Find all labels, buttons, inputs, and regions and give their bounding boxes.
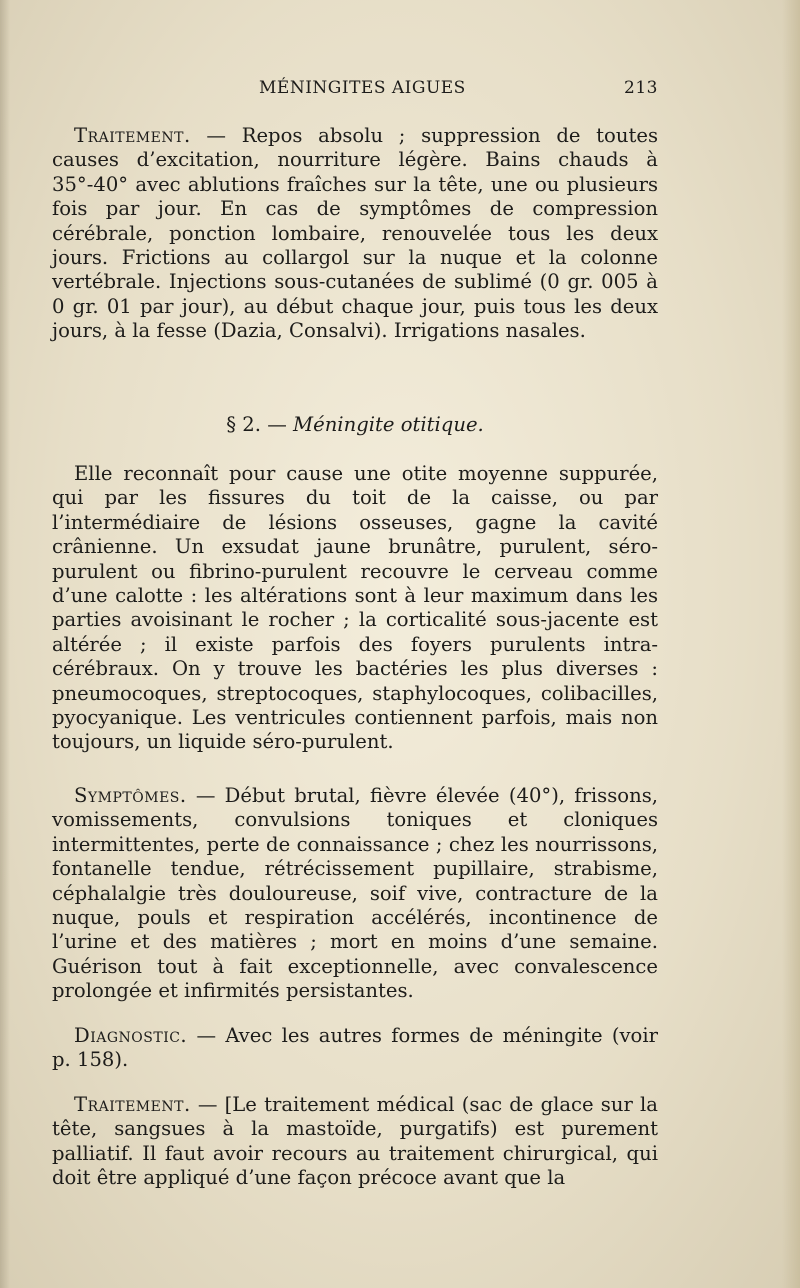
symptomes-paragraph <box>52 784 658 1004</box>
traitement-chirurgical-paragraph <box>52 1093 658 1191</box>
page-header <box>52 78 658 102</box>
diagnostic-label: Diagnostic. <box>74 1024 188 1047</box>
traitement-2-label: Traitement. <box>74 1093 191 1116</box>
section-dash: — <box>260 413 294 436</box>
diagnostic-paragraph <box>52 1024 658 1073</box>
page-left-edge <box>0 0 10 1288</box>
diagnostic-text: — Avec les autres formes de méningite (voir p. 158). <box>52 1024 658 1072</box>
page-number: 213 <box>624 78 658 98</box>
page-right-edge <box>782 0 800 1288</box>
running-title: MÉNINGITES AIGUES <box>259 78 466 98</box>
symptomes-text: — Début brutal, fièvre élevée (40°), frissons, vomissements, convulsions toniques et cloniques intermittentes, perte de connaissance ; chez les nourrissons, fontanelle tendue, rétrécissement pupillaire, strabisme, céphalalgie très douloureuse, soif vive, contracture de la nuque, pouls et respiration accélérés, incontinence de l’urine et des matières ; mort en moins d’une semaine. Guérison tout à fait exceptionnelle, avec convalescence prolongée et infirmités persistantes. <box>52 784 658 1003</box>
traitement-text: — Repos absolu ; suppression de toutes causes d’excitation, nourriture légère. Bains chauds à 35°-40° avec ablutions fraîches sur la tête, une ou plusieurs fois par jour. En cas de symptômes de compression cérébrale, ponction lombaire, renouvelée tous les deux jours. Frictions au collargol sur la nuque et la colonne vertébrale. Injections sous-cutanées de sublimé (0 gr. 005 à 0 gr. 01 par jour), au début chaque jour, puis tous les deux jours, à la fesse (Dazia, Consalvi). Irrigations nasales. <box>52 124 658 343</box>
traitement-paragraph <box>52 124 658 344</box>
section-title: Méningite otitique. <box>293 413 484 436</box>
traitement-label: Traitement. <box>74 124 191 147</box>
otitique-paragraph <box>52 462 658 755</box>
section-number: § 2. <box>226 413 261 436</box>
otitique-text: Elle reconnaît pour cause une otite moyenne suppurée, qui par les fissures du toit de la caisse, ou par l’intermédiaire de lésions osseuses, gagne la cavité crânienne. Un exsudat jaune brunâtre, purulent, séro-purulent ou fibrino-purulent recouvre le cerveau comme d’une calotte : les altérations sont à leur maximum dans les parties avoisinant le rocher ; la corticalité sous-jacente est altérée ; il existe parfois des foyers purulents intra-cérébraux. On y trouve les bactéries les plus diverses : pneumocoques, streptocoques, staphylocoques, colibacilles, pyocyanique. Les ventricules contiennent parfois, mais non toujours, un liquide séro-purulent. <box>52 462 658 754</box>
section-heading <box>52 412 658 438</box>
traitement-2-text: — [Le traitement médical (sac de glace sur la tête, sangsues à la mastoïde, purgatifs) est purement palliatif. Il faut avoir recours au traitement chirurgical, qui doit être appliqué d’une façon précoce avant que la <box>52 1093 658 1190</box>
symptomes-label: Symptômes. <box>74 784 187 807</box>
